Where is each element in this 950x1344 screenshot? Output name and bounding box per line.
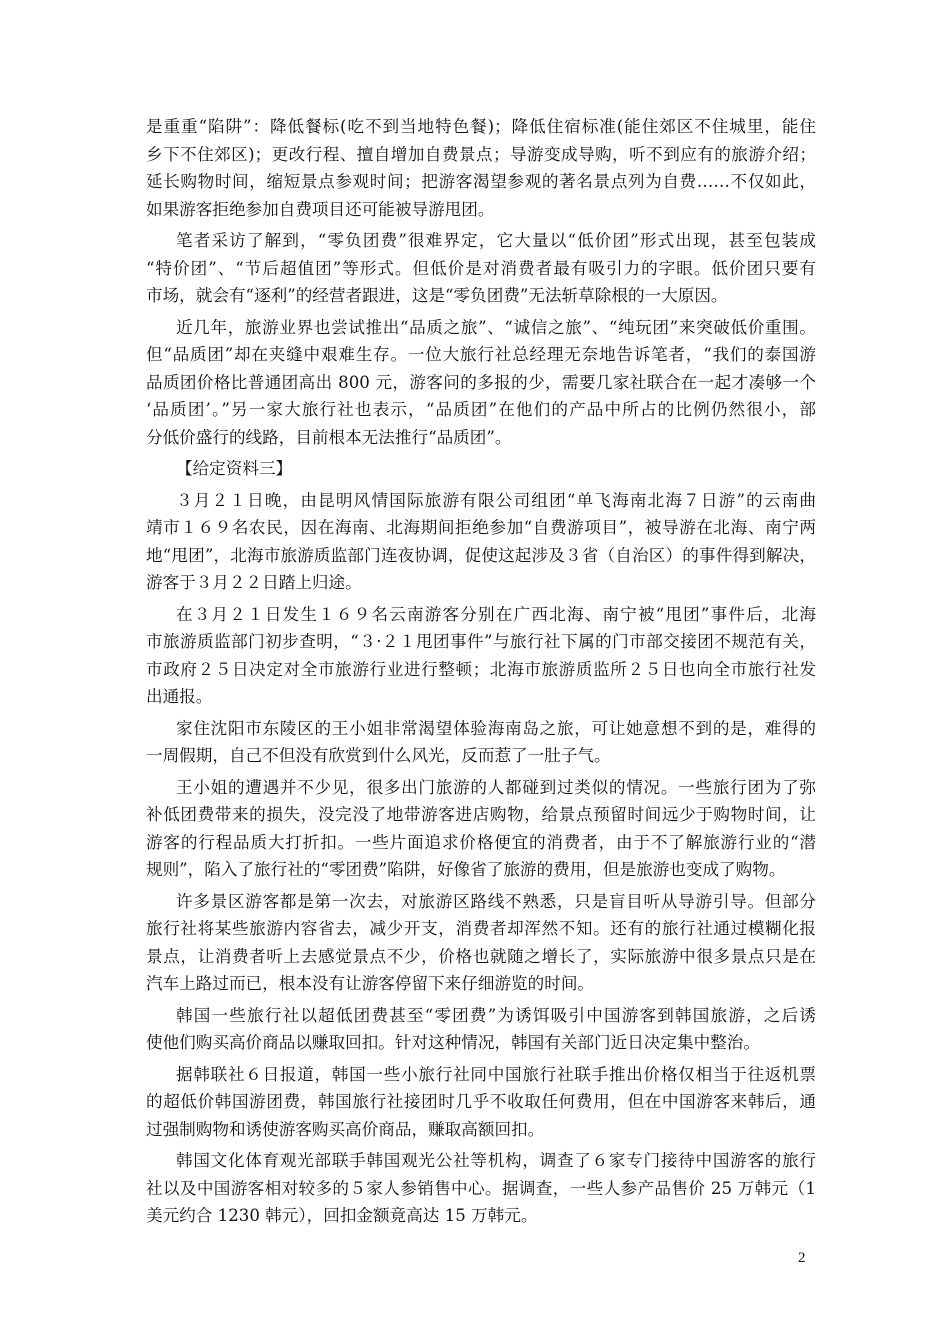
paragraph	[146, 1002, 816, 1057]
text-line: 汽车上路过而已，根本没有让游客停留下来仔细游览的时间。	[146, 974, 595, 993]
page-number: 2	[798, 1250, 806, 1266]
text-line: 分低价盛行的线路，目前根本无法推行“品质团”。	[146, 427, 512, 447]
text-line: 使他们购买高价商品以赚取回扣。针对这种情况，韩国有关部门近日决定集中整治。	[146, 1033, 760, 1052]
text-line: 家住沈阳市东陵区的王小姐非常渴望体验海南岛之旅，可让她意想不到的是，难得的	[176, 718, 816, 738]
text-line: 补低团费带来的损失，没完没了地带游客进店购物，给景点预留时间远少于购物时间，让	[146, 805, 816, 824]
text-line: 如果游客拒绝参加自费项目还可能被导游甩团。	[146, 199, 495, 219]
paragraph	[146, 1061, 816, 1144]
document-body	[146, 113, 816, 1234]
paragraph	[146, 715, 816, 770]
text-line: 社以及中国游客相对较多的５家人参销售中心。据调查，一些人参产品售价 25 万韩元（1	[146, 1178, 816, 1198]
paragraph	[146, 227, 816, 310]
text-line: 王小姐的遭遇并不少见，很多出门旅游的人都碰到过类似的情况。一些旅行团为了弥	[176, 777, 816, 797]
text-line: 的超低价韩国游团费，韩国旅行社接团时几乎不收取任何费用，但在中国游客来韩后，通	[146, 1092, 816, 1111]
text-line: 市政府２５日决定对全市旅游行业进行整顿；北海市旅游质监所２５日也向全市旅行社发	[146, 659, 816, 679]
text-line: 游客于３月２２日踏上归途。	[146, 573, 362, 592]
paragraph	[146, 113, 816, 223]
text-line: 延长购物时间，缩短景点参观时间；把游客渴望参观的著名景点列为自费……不仅如此，	[146, 172, 816, 191]
paragraph	[146, 314, 816, 452]
text-line: 【给定资料三】	[176, 459, 293, 478]
text-line: 在３月２１日发生１６９名云南游客分别在广西北海、南宁被“甩团”事件后，北海	[176, 604, 816, 624]
text-line: 许多景区游客都是第一次去，对旅游区路线不熟悉，只是盲目听从导游引导。但部分	[176, 891, 816, 911]
text-line: 韩国文化体育观光部联手韩国观光公社等机构，调查了６家专门接待中国游客的旅行	[176, 1151, 816, 1170]
text-line: ３月２１日晚，由昆明风情国际旅游有限公司组团“单飞海南北海７日游”的云南曲	[176, 490, 816, 510]
text-line: 韩国一些旅行社以超低团费甚至“零团费”为诱饵吸引中国游客到韩国旅游，之后诱	[176, 1005, 816, 1025]
text-line: 近几年，旅游业界也尝试推出“品质之旅”、“诚信之旅”、“纯玩团”来突破低价重围。	[176, 317, 816, 337]
text-line: 笔者采访了解到，“零负团费”很难界定，它大量以“低价团”形式出现，甚至包装成	[176, 231, 816, 250]
paragraph	[146, 487, 816, 597]
text-line: 靖市１６９名农民，因在海南、北海期间拒绝参加“自费游项目”，被导游在北海、南宁两	[146, 518, 816, 537]
text-line: 过强制购物和诱使游客购买高价商品，赚取高额回扣。	[146, 1119, 545, 1139]
text-line: 是重重“陷阱”：降低餐标(吃不到当地特色餐)；降低住宿标准(能住郊区不住城里，能住	[146, 117, 816, 136]
text-line: 景点，让消费者听上去感觉景点不少，价格也就随之增长了，实际旅游中很多景点只是在	[146, 946, 816, 966]
text-line: 规则”，陷入了旅行社的“零团费”陷阱，好像省了旅游的费用，但是旅游也变成了购物。	[146, 860, 786, 879]
text-line: 出通报。	[146, 687, 213, 706]
text-line: 乡下不住郊区)；更改行程、擅自增加自费景点；导游变成导购，听不到应有的旅游介绍；	[146, 144, 816, 164]
text-line: 地“甩团”，北海市旅游质监部门连夜协调，促使这起涉及３省（自治区）的事件得到解决，	[146, 545, 816, 565]
paragraph	[146, 1147, 816, 1230]
paragraph	[146, 774, 816, 884]
text-line: “特价团”、“节后超值团”等形式。但低价是对消费者最有吸引力的字眼。低价团只要有	[146, 258, 816, 278]
section-heading	[146, 455, 816, 483]
text-line: 市场，就会有“逐利”的经营者跟进，这是“零负团费”无法斩草除根的一大原因。	[146, 286, 728, 305]
text-line: 据韩联社６日报道，韩国一些小旅行社同中国旅行社联手推出价格仅相当于往返机票	[176, 1064, 816, 1084]
text-line: 游客的行程品质大打折扣。一些片面追求价格便宜的消费者，由于不了解旅游行业的“潜	[146, 832, 816, 852]
paragraph	[146, 888, 816, 998]
text-line: 市旅游质监部门初步查明，“３·２１甩团事件”与旅行社下属的门市部交接团不规范有关，	[146, 632, 816, 651]
text-line: 品质团价格比普通团高出 800 元，游客问的多报的少，需要几家社联合在一起才凑够一个	[146, 372, 816, 392]
text-line: 一周假期，自己不但没有欣赏到什么风光，反而惹了一肚子气。	[146, 746, 611, 765]
paragraph	[146, 601, 816, 711]
text-line: 但“品质团”却在夹缝中艰难生存。一位大旅行社总经理无奈地告诉笔者，“我们的泰国游	[146, 345, 816, 364]
text-line: 美元约合 1230 韩元），回扣金额竟高达 15 万韩元。	[146, 1206, 538, 1225]
text-line: ‘品质团’。”另一家大旅行社也表示，“品质团”在他们的产品中所占的比例仍然很小，部	[146, 400, 816, 419]
text-line: 旅行社将某些旅游内容省去，减少开支，消费者却浑然不知。还有的旅行社通过模糊化报	[146, 919, 816, 938]
